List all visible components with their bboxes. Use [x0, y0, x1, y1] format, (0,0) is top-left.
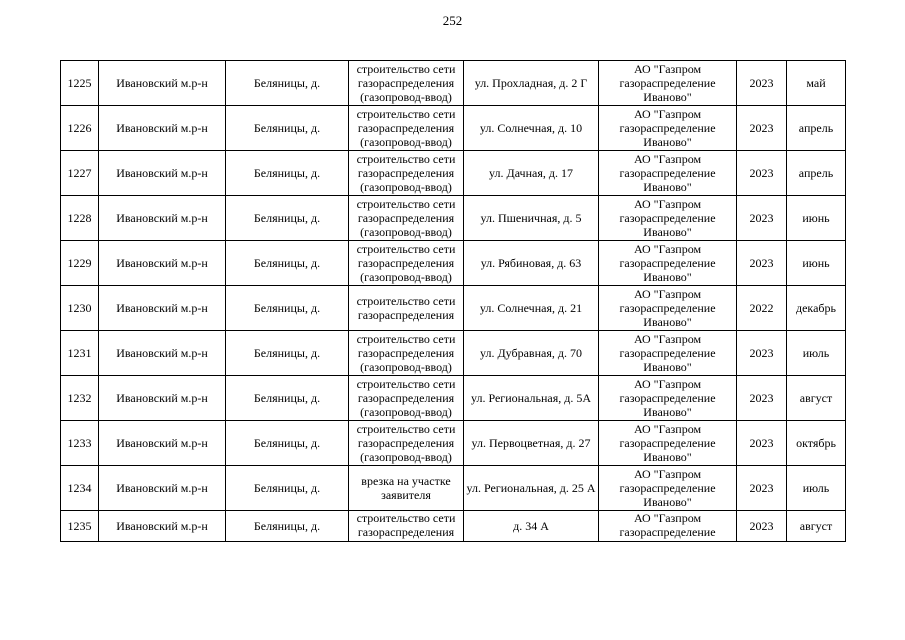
address-cell: ул. Дачная, д. 17 [464, 151, 599, 196]
organization-cell: АО "Газпром газораспределение Иваново" [599, 331, 737, 376]
organization-cell: АО "Газпром газораспределение Иваново" [599, 286, 737, 331]
table-row [61, 151, 846, 196]
organization-cell: АО "Газпром газораспределение Иваново" [599, 241, 737, 286]
year-cell: 2023 [737, 331, 787, 376]
row-number: 1235 [61, 511, 99, 542]
table-row [61, 106, 846, 151]
year-cell: 2023 [737, 151, 787, 196]
locality-cell: Беляницы, д. [226, 61, 349, 106]
row-number: 1226 [61, 106, 99, 151]
work-cell: строительство сети газораспределения (газопровод-ввод) [349, 376, 464, 421]
table-row [61, 286, 846, 331]
row-number: 1234 [61, 466, 99, 511]
row-number: 1225 [61, 61, 99, 106]
table-row [61, 61, 846, 106]
district-cell: Ивановский м.р-н [99, 376, 226, 421]
year-cell: 2023 [737, 466, 787, 511]
work-cell: строительство сети газораспределения [349, 286, 464, 331]
row-number: 1230 [61, 286, 99, 331]
month-cell: декабрь [787, 286, 846, 331]
locality-cell: Беляницы, д. [226, 286, 349, 331]
address-cell: ул. Региональная, д. 25 А [464, 466, 599, 511]
organization-cell: АО "Газпром газораспределение Иваново" [599, 151, 737, 196]
district-cell: Ивановский м.р-н [99, 241, 226, 286]
locality-cell: Беляницы, д. [226, 511, 349, 542]
district-cell: Ивановский м.р-н [99, 61, 226, 106]
organization-cell: АО "Газпром газораспределение Иваново" [599, 106, 737, 151]
district-cell: Ивановский м.р-н [99, 196, 226, 241]
month-cell: август [787, 511, 846, 542]
work-cell: строительство сети газораспределения [349, 511, 464, 542]
locality-cell: Беляницы, д. [226, 466, 349, 511]
work-cell: строительство сети газораспределения (газопровод-ввод) [349, 421, 464, 466]
year-cell: 2023 [737, 376, 787, 421]
year-cell: 2023 [737, 106, 787, 151]
locality-cell: Беляницы, д. [226, 421, 349, 466]
year-cell: 2023 [737, 511, 787, 542]
month-cell: октябрь [787, 421, 846, 466]
table-row [61, 511, 846, 542]
locality-cell: Беляницы, д. [226, 241, 349, 286]
table-row [61, 466, 846, 511]
locality-cell: Беляницы, д. [226, 331, 349, 376]
row-number: 1232 [61, 376, 99, 421]
month-cell: апрель [787, 151, 846, 196]
table-row [61, 196, 846, 241]
year-cell: 2023 [737, 241, 787, 286]
month-cell: апрель [787, 106, 846, 151]
work-cell: строительство сети газораспределения (газопровод-ввод) [349, 241, 464, 286]
month-cell: май [787, 61, 846, 106]
work-cell: строительство сети газораспределения (газопровод-ввод) [349, 61, 464, 106]
year-cell: 2023 [737, 61, 787, 106]
locality-cell: Беляницы, д. [226, 196, 349, 241]
month-cell: июнь [787, 241, 846, 286]
organization-cell: АО "Газпром газораспределение Иваново" [599, 196, 737, 241]
organization-cell: АО "Газпром газораспределение Иваново" [599, 421, 737, 466]
month-cell: июль [787, 331, 846, 376]
table-row [61, 331, 846, 376]
row-number: 1231 [61, 331, 99, 376]
month-cell: июнь [787, 196, 846, 241]
year-cell: 2023 [737, 196, 787, 241]
address-cell: ул. Региональная, д. 5А [464, 376, 599, 421]
address-cell: ул. Дубравная, д. 70 [464, 331, 599, 376]
month-cell: июль [787, 466, 846, 511]
row-number: 1229 [61, 241, 99, 286]
address-cell: ул. Солнечная, д. 10 [464, 106, 599, 151]
work-cell: строительство сети газораспределения (газопровод-ввод) [349, 331, 464, 376]
address-cell: ул. Рябиновая, д. 63 [464, 241, 599, 286]
address-cell: ул. Прохладная, д. 2 Г [464, 61, 599, 106]
district-cell: Ивановский м.р-н [99, 151, 226, 196]
locality-cell: Беляницы, д. [226, 106, 349, 151]
organization-cell: АО "Газпром газораспределение Иваново" [599, 466, 737, 511]
district-cell: Ивановский м.р-н [99, 331, 226, 376]
address-cell: ул. Первоцветная, д. 27 [464, 421, 599, 466]
row-number: 1233 [61, 421, 99, 466]
gasification-table [60, 60, 846, 542]
table-row [61, 376, 846, 421]
row-number: 1228 [61, 196, 99, 241]
table-row [61, 241, 846, 286]
work-cell: строительство сети газораспределения (газопровод-ввод) [349, 151, 464, 196]
address-cell: ул. Пшеничная, д. 5 [464, 196, 599, 241]
locality-cell: Беляницы, д. [226, 151, 349, 196]
work-cell: строительство сети газораспределения (газопровод-ввод) [349, 196, 464, 241]
organization-cell: АО "Газпром газораспределение Иваново" [599, 61, 737, 106]
table-row [61, 421, 846, 466]
address-cell: ул. Солнечная, д. 21 [464, 286, 599, 331]
district-cell: Ивановский м.р-н [99, 106, 226, 151]
year-cell: 2022 [737, 286, 787, 331]
organization-cell: АО "Газпром газораспределение [599, 511, 737, 542]
work-cell: врезка на участке заявителя [349, 466, 464, 511]
district-cell: Ивановский м.р-н [99, 511, 226, 542]
district-cell: Ивановский м.р-н [99, 286, 226, 331]
district-cell: Ивановский м.р-н [99, 466, 226, 511]
month-cell: август [787, 376, 846, 421]
work-cell: строительство сети газораспределения (газопровод-ввод) [349, 106, 464, 151]
organization-cell: АО "Газпром газораспределение Иваново" [599, 376, 737, 421]
address-cell: д. 34 А [464, 511, 599, 542]
district-cell: Ивановский м.р-н [99, 421, 226, 466]
row-number: 1227 [61, 151, 99, 196]
year-cell: 2023 [737, 421, 787, 466]
locality-cell: Беляницы, д. [226, 376, 349, 421]
page-number: 252 [442, 13, 463, 28]
